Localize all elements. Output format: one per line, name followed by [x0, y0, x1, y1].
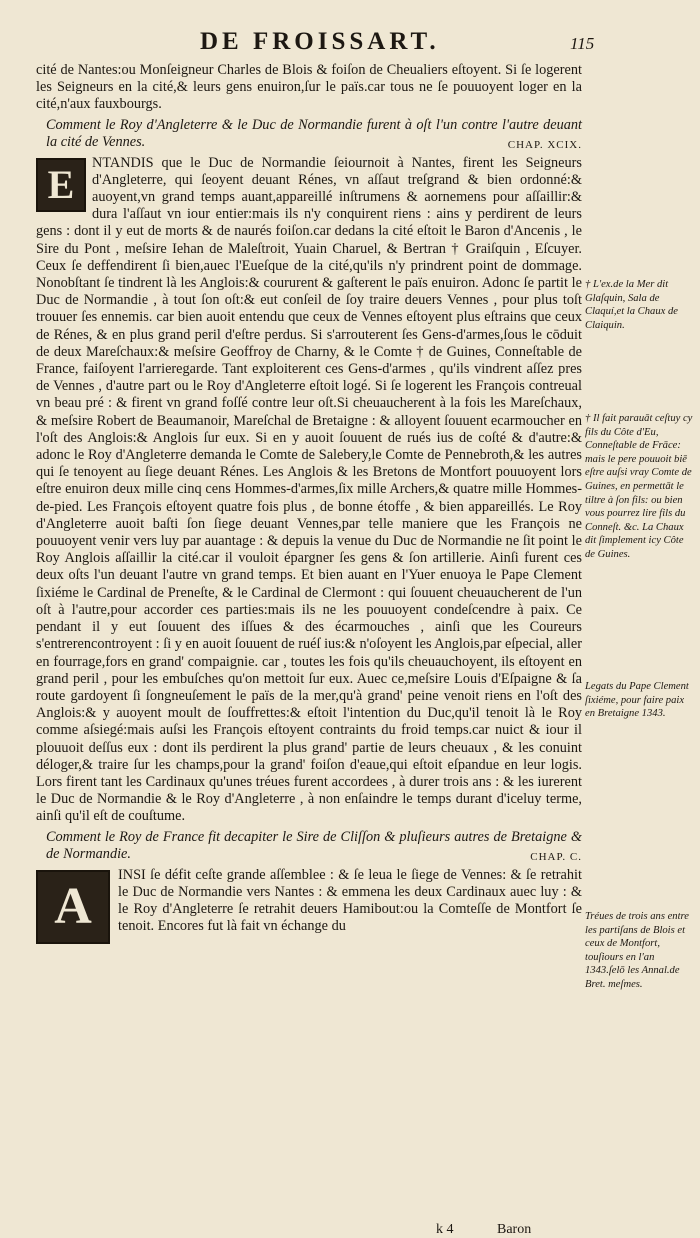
chapter-100-number: CHAP. C.	[530, 850, 582, 863]
margin-note-guesclin: † L'ex.de la Mer dit Glaſquin, Sala de Claquí,et la Chaux de Claiquin.	[585, 279, 678, 331]
chapter-100-title: Comment le Roy de France fit decapiter le Sire de Cliſſon & pluſieurs autres de Bretaigne & de Normandie.	[46, 828, 582, 862]
chapter-100-text	[36, 867, 582, 936]
catchword-line	[436, 1222, 571, 1238]
running-header: DE FROISSART.	[200, 28, 440, 55]
chapter-100-body: INSI ſe défit ceſte grande aſſemblee : & ſe leua le ſiege de Vennes: & ſe retrahit le Duc de Normandie vers Nantes : & emmena les deux Cardinaux auec luy : & le Roy d'Angleterre ſe retrahit deuers Hamibout:ou la Comteſſe de Montfort ſe tenoit. Encores fut là fait vn échange du	[118, 866, 582, 935]
catchword: Baron	[497, 1222, 532, 1237]
margin-note-legates: Legats du Pape Clement ſixiéme, pour faire paix en Bretaigne 1343.	[585, 681, 689, 720]
decorated-initial-e: E	[36, 158, 86, 212]
page-number: 115	[570, 34, 595, 53]
main-text-column	[36, 62, 582, 944]
margin-note-truce: Tréues de trois ans entre les partiſans de Blois et ceux de Montfort, touſiours en l'an 1343.ſelō les Annal.de Bret. meſmes.	[585, 911, 689, 990]
intro-paragraph: cité de Nantes:ou Monſeigneur Charles de Blois & foiſon de Cheualiers eſtoyent. Si ſe logerent les Seigneurs en la cité,& leurs gens enuiron,ſur le païs.car tous ne ſe pouuoyent loger en la cité,n'aux fauxbourgs.	[36, 62, 582, 113]
chapter-99-body: NTANDIS que le Duc de Normandie ſeiournoit à Nantes, firent les Seigneurs d'Angleterre, qui ſeoyent deuant Rénes, vn aſſaut treſgrand & bien ordonné:& auoyent,vn grand temps auant,appareillé inſtrumens & aornemens pour aſſaillir:& dura l'aſſaut vn iour entier:mais ils n'y conquirent riens : ains y perdirent de leurs gens : dont il y eut de morts & de naurés foiſon.car dedans la cité eſtoit le Baron d'Ancenis , le Sire du Pont , meſsire Iehan de Maleſtroit, Yuain Charuel, & Bertran † Graiſquin , Eſcuyer. Ceux ſe deffendirent ſi bien,auec l'Eueſque de la cité,qu'ils n'y prindrent point de dommage. Nonobſtant ſe tindrent là les Anglois:& coururent & gaſterent le païs enuiron. Adonc ſe partit le Duc de Normandie , à tout ſon oſt:& eut conſeil de ſoy traire deuers Vennes , pour plus toſt trouuer ſes ennemis. car bien auoit entendu que ceux de Vennes eſtoyent plus eſtrains que ceux de Rénes, & en plus grand peril d'eſtre perdus. Si s'arrouterent ſes Gens-d'armes,ſous le cōduit de deux Mareſchaux:& meſsire Geoffroy de Charny, & le Comte † de Guines, Conneſtable de France, faiſoyent l'arrieregarde. Tant exploiterent ces Gens-d'armes , qu'ils vindrent aſſez pres de Vennes , d'autre part ou le Roy d'Angleterre eſtoit logé. Si ſe logerent les François contreual vn beau pré : & firent vn grand foſſé contre leur oſt.Si cheuaucherent à la fois les Mareſchaux, & meſsire Robert de Beaumanoir, Mareſchal de Bretaigne : & alloyent ſouuent ecarmoucher en l'oſt des Anglois:& Anglois ſur eux. Si en y auoit ſouuent de rués ius de coſté & d'autre:& adonc le Roy d'Angleterre demanda le Comte de Salebery,le Comte de Pennebroth,& les autres qui ſe tenoyent au ſiege deuant Rénes. Les Anglois & les Bretons de Montfort pouuoyent lors eſtre enuiron deux mille cinq cens Hommes-d'armes,ſix mille Archers,& quatre mille Hommes-de-pied. Les François eſtoyent quatre fois plus , de bonne étoffe , & bien appareillés. Le Roy d'Angleterre auoit baſti ſon ſiege deuant Vennes,par telle maniere que les François ne pouuoyent venir vers luy par auantage : & depuis la venue du Duc de Normandie ne ſit point le Roy Anglois aſſaillir la cité.car il vouloit épargner ſes gens & ſon artillerie. Ainſi furent ces deux oſts l'un deuant l'autre vn grand temps. Et bien auant en l'Yuer enuoya le Pape Clement ſixiéme le Cardinal de Preneſte, & le Cardinal de Clermont : qui ſouuent cheuaucherent de l'un oſt à l'autre,pour accorder ces parties:mais ils ne les pouuoyent condeſcendre à paix. Ce pendant il y eut ſouuent des iſſues & des écarmouches , ainſi que les Coureurs s'entrerencontroyent : ſi y en auoit ſouuent de ruéſ ius:& n'oſoyent les Anglois,par eſpecial, aller en fourrage,fors en grand' compaignie. car , toutes les fois qu'ils cheuauchoyent, ils eſtoyent en grand peril , pour les embuſches qu'on mettoit ſur eux. Auec ce,meſsire Louis d'Eſpaigne & ſa route gardoyent ſi ſongneuſement le païs de la mer,qu'à grand' peine venoit riens en l'oſt des Anglois:& y auoyent moult de ſouffrettes:& eſtoit l'intention du Duc,qu'il tenoit là le Roy comme aſsiegé:mais auſsi les François eſtoyent contraints du froid temps.car nuict & iour il plouuoit deſſus eux : dont ils perdirent la plus grand' partie de leurs cheuaux , & les conuint déloger,& traire ſur les champs,pour la grand' foiſon d'eaue,qui eſtoit eſpandue en leur logis. Lors firent tant les Cardinaux qu'unes tréues furent accordees , à durer trois ans : & les iurerent le Duc de Normandie & le Roy d'Angleterre , à non enſaindre le temps durant d'iceluy terme, ainſi qu'il eſt de couſtume.	[36, 154, 582, 825]
chapter-99-text	[36, 155, 582, 826]
chapter-99-title: Comment le Roy d'Angleterre & le Duc de Normandie furent à oſt l'un contre l'autre deuant la cité de Vennes.	[46, 116, 582, 150]
chapter-100-heading	[46, 829, 582, 863]
signature-mark: k 4	[436, 1222, 454, 1237]
decorated-initial-a: A	[36, 870, 110, 944]
chapter-99-number: CHAP. XCIX.	[507, 138, 582, 151]
chapter-99-heading	[46, 117, 582, 151]
margin-note-guines: † Il fait parauāt ceſtuy cy fils du Côte d'Eu, Conneſtable de Frāce: mais le pere pouuoit biē eſtre auſsi vray Comte de Guines, en permettāt le tiltre à ſon fils: ou bien vous pourrez lire fils du Conneſt. &c. La Chaux dit ſimplement icy Côte de Guines.	[585, 413, 693, 560]
